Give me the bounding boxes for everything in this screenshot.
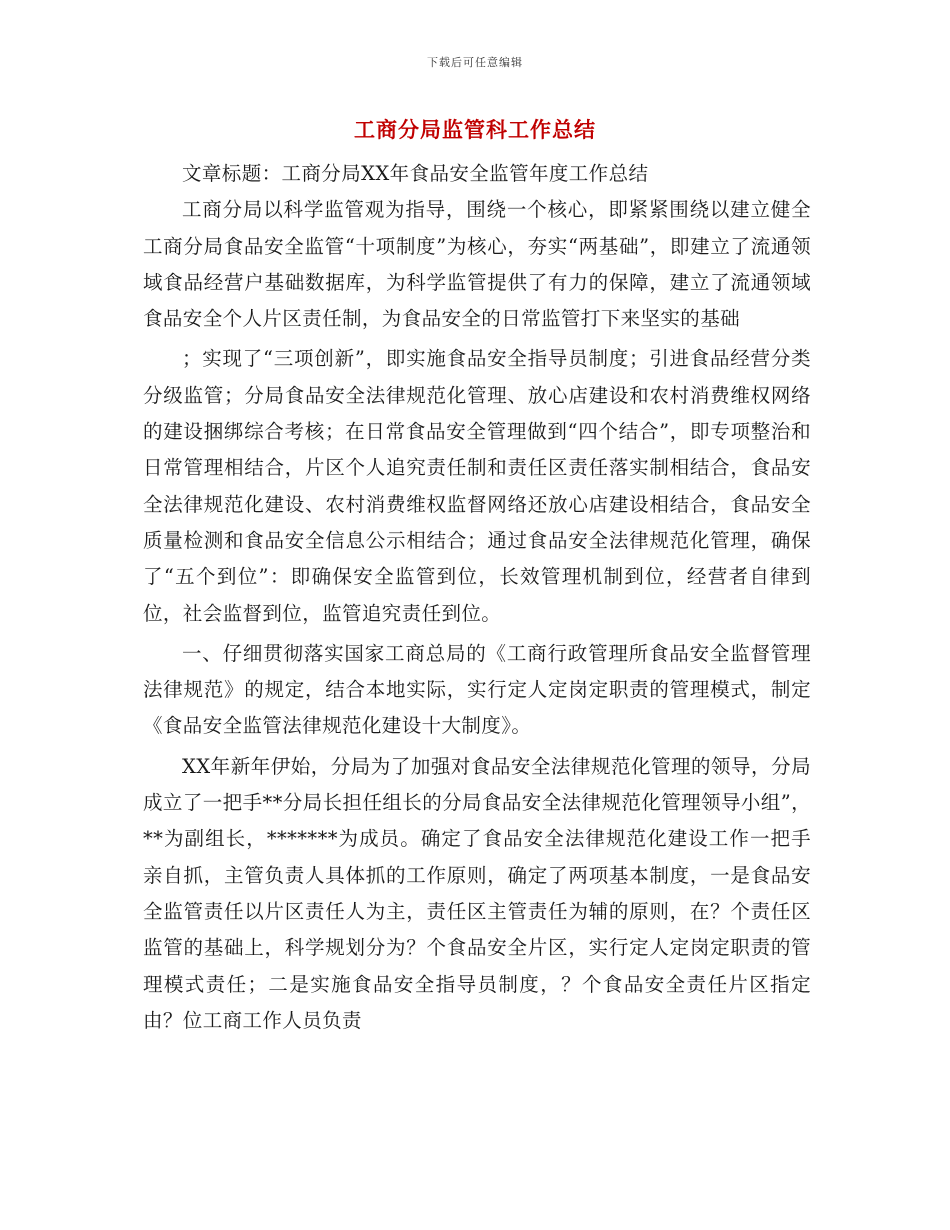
paragraph-3: 一、仔细贯彻落实国家工商总局的《工商行政管理所食品安全监督管理法律规范》的规定，结合本地实际，实行定人定岗定职责的管理模式，制定《食品安全监管法律规范化建设十大制度》。 xyxy=(143,641,811,738)
document-body xyxy=(143,156,811,1039)
paragraph-2: ；实现了“三项创新”，即实施食品安全指导员制度；引进食品经营分类分级监管；分局食品安全法律规范化管理、放心店建设和农村消费维权网络的建设捆绑综合考核；在日常食品安全管理做到“四个结合”，即专项整治和日常管理相结合，片区个人追究责任制和责任区责任落实制相结合，食品安全法律规范化建设、农村消费维权监督网络还放心店建设相结合，食品安全质量检测和食品安全信息公示相结合；通过食品安全法律规范化管理，确保了“五个到位”：即确保安全监管到位，长效管理机制到位，经营者自律到位，社会监督到位，监管追究责任到位。 xyxy=(143,347,811,625)
subtitle-line: 文章标题：工商分局XX年食品安全监管年度工作总结 xyxy=(182,162,649,185)
paragraph-1: 工商分局以科学监管观为指导，围绕一个核心，即紧紧围绕以建立健全工商分局食品安全监管“十项制度”为核心，夯实“两基础”，即建立了流通领域食品经营户基础数据库，为科学监管提供了有力的保障，建立了流通领域食品安全个人片区责任制，为食品安全的日常监管打下来坚实的基础 xyxy=(143,198,811,331)
paragraph-4: XX年新年伊始，分局为了加强对食品安全法律规范化管理的领导，分局成立了一把手**分局长担任组长的分局食品安全法律规范化管理领导小组”，**为副组长，*******为成员。确定了食品安全法律规范化建设工作一把手亲自抓，主管负责人具体抓的工作原则，确定了两项基本制度，一是食品安全监管责任以片区责任人为主，责任区主管责任为辅的原则，在？个责任区监管的基础上，科学规划分为？个食品安全片区，实行定人定岗定职责的管理模式责任；二是实施食品安全指导员制度，？个食品安全责任片区指定由？位工商工作人员负责 xyxy=(143,754,811,1032)
document-title: 工商分局监管科工作总结 xyxy=(354,117,596,142)
header-note: 下载后可任意编辑 xyxy=(427,56,523,69)
